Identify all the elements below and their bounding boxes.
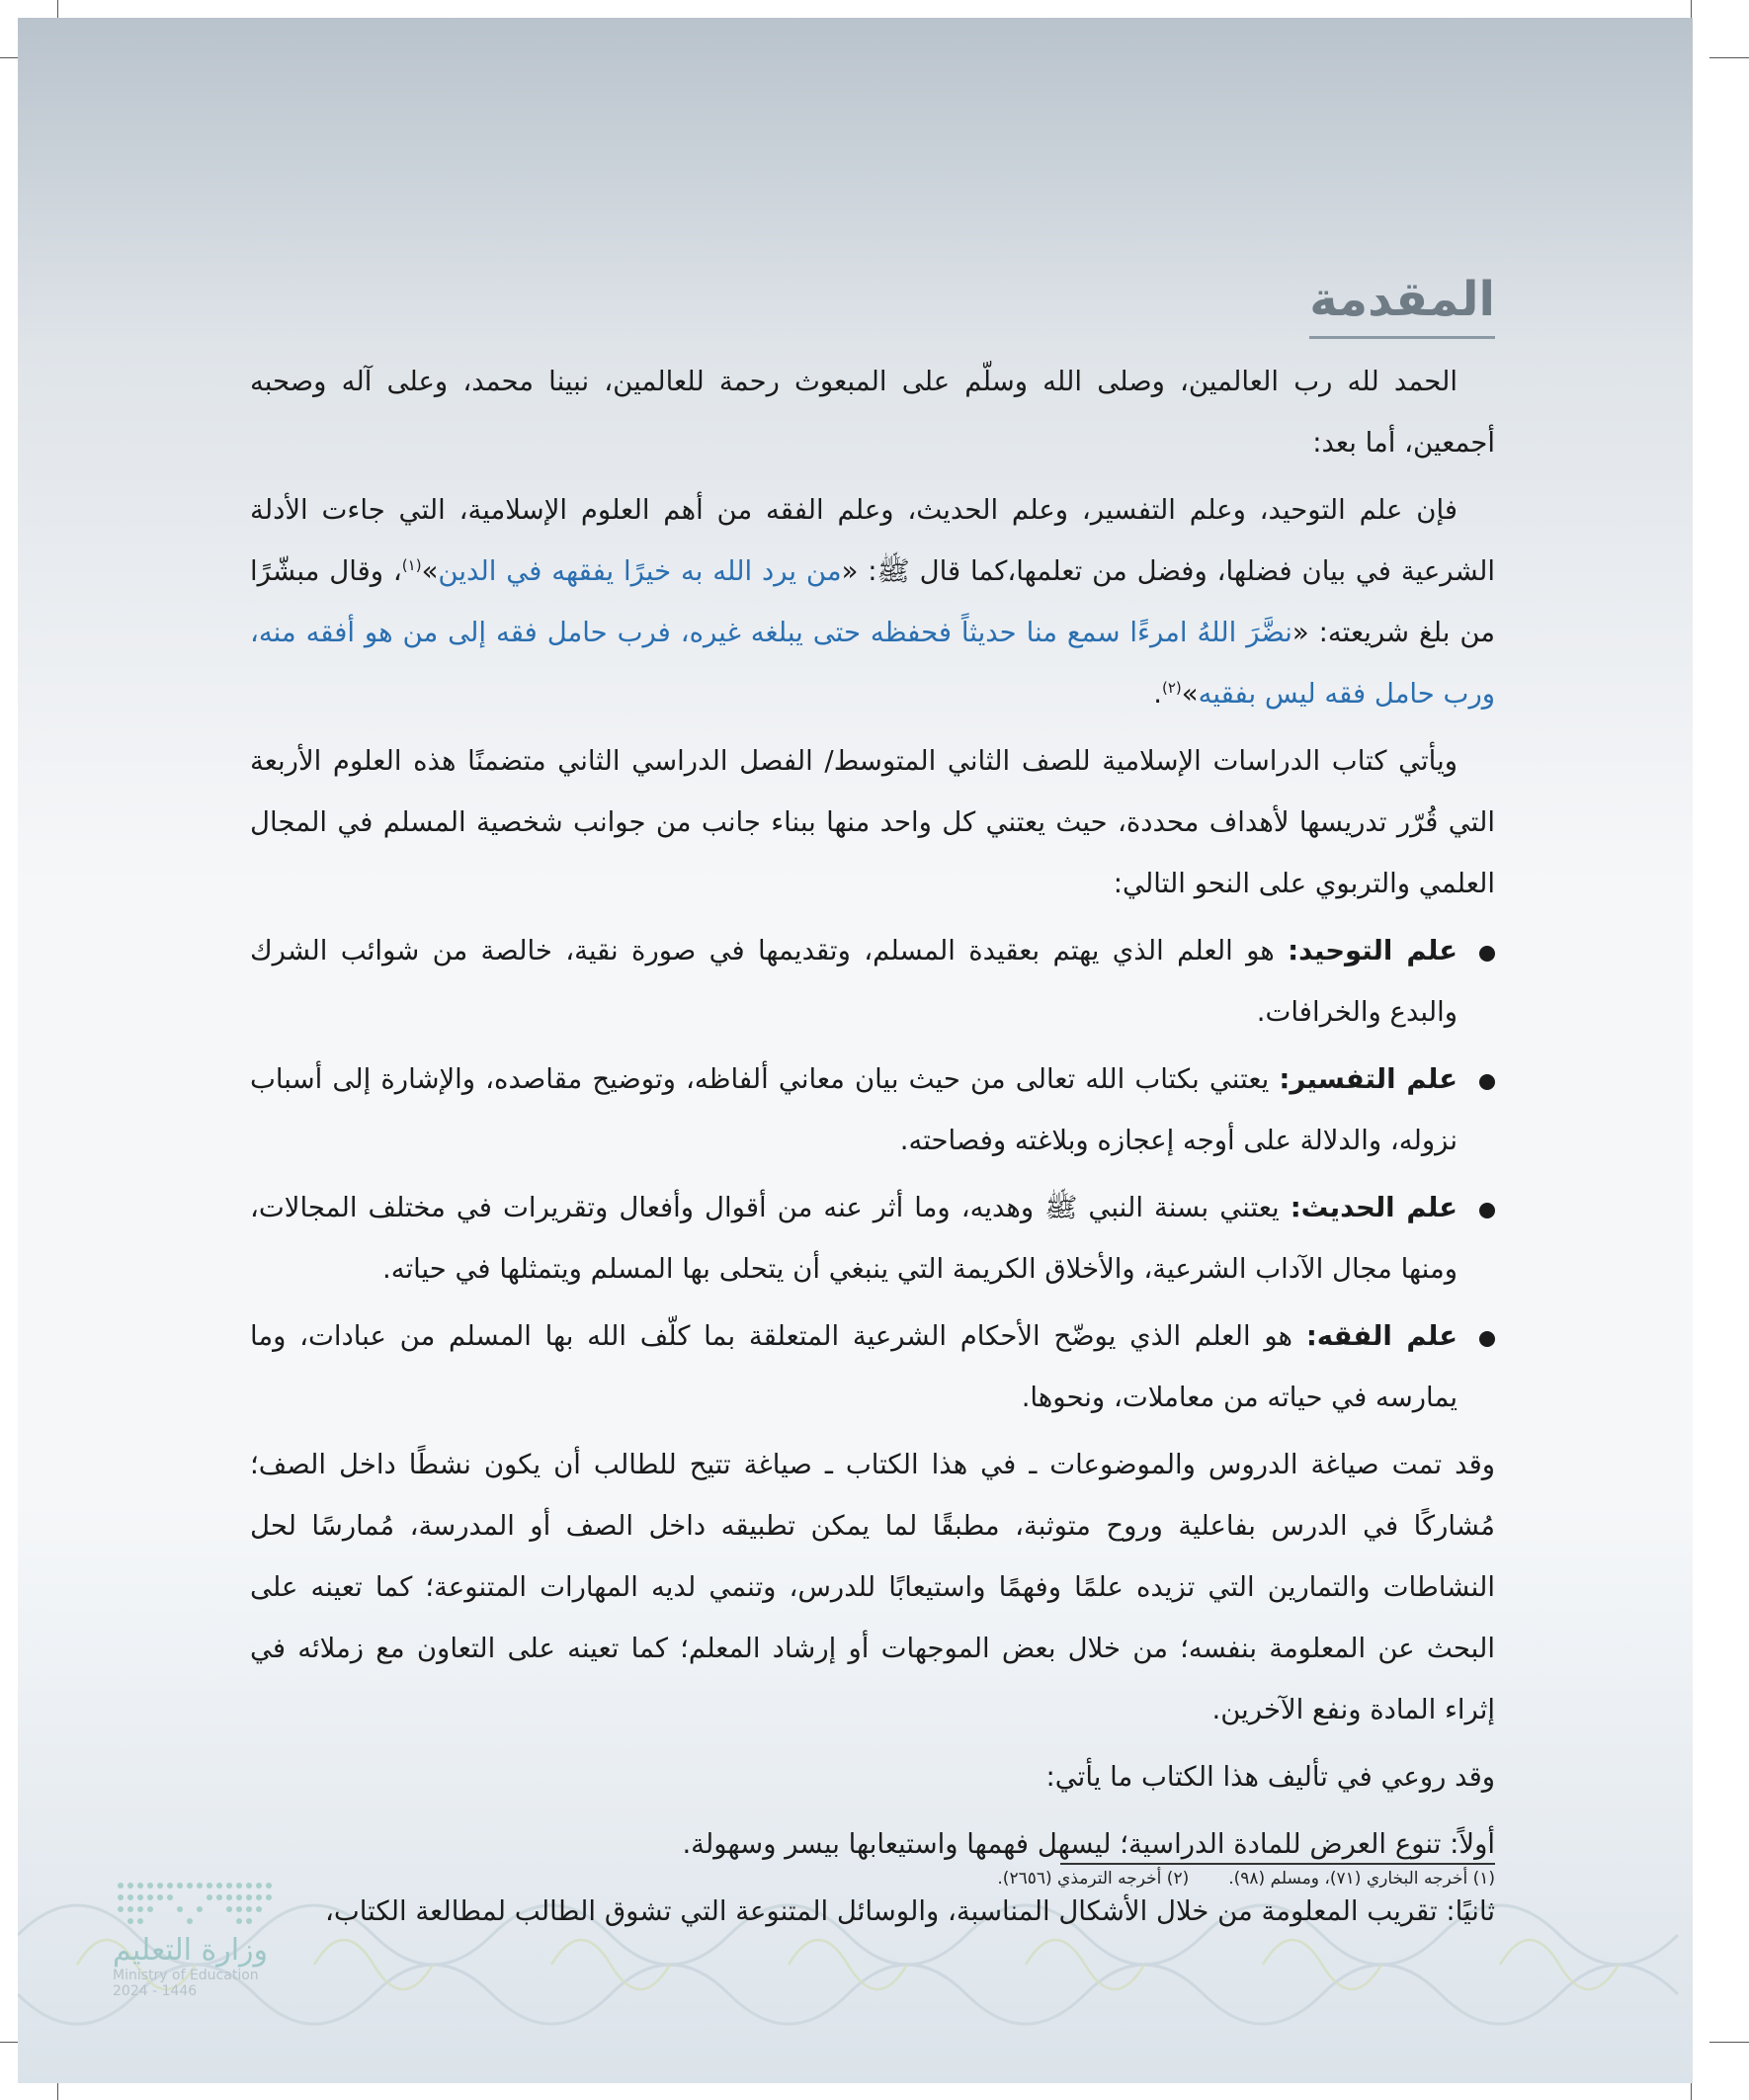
footnote-1: (١) أخرجه البخاري (٧١)، ومسلم (٩٨). [1228, 1869, 1495, 1889]
logo-english-text: Ministry of Education [113, 1968, 259, 1983]
logo-arabic-text: وزارة التعليم [113, 1933, 269, 1968]
logo-year: 2024 - 1446 [113, 1983, 198, 1999]
hadith-quote-2: نضَّرَ اللهُ امرءًا سمع منا حديثاً فحفظه حتى يبلغه غيره، فرب حامل فقه إلى من هو أفقه منه، ورب حامل فقه ليس بفقيه [250, 617, 1495, 710]
footnotes [705, 1869, 1495, 1889]
paragraph-first: أولاً: تنوع العرض للمادة الدراسية؛ ليسهل فهمها واستيعابها بيسر وسهولة. [682, 1828, 1495, 1860]
page-title: المقدمة [1309, 265, 1495, 339]
crop-mark [1709, 57, 1749, 58]
book-page [18, 18, 1693, 2083]
paragraph-second: ثانيًا: تقريب المعلومة من خلال الأشكال المناسبة، والوسائل المتنوعة التي تشوق الطالب لمطالعة الكتاب، [325, 1895, 1495, 1927]
footnote-2: (٢) أخرجه الترمذي (٢٦٥٦). [997, 1869, 1190, 1889]
list-item: علم التفسير: يعتني بكتاب الله تعالى من حيث بيان معاني ألفاظه، وتوضيح مقاصده، والإشارة إلى أسباب نزوله، والدلالة على أوجه إعجازه وبلاغته وفصاحته. [250, 1049, 1495, 1171]
list-item: علم الحديث: يعتني بسنة النبي ﷺ وهديه، وما أثر عنه من أقوال وأفعال وتقريرات في مختلف المجالات، ومنها مجال الآداب الشرعية، والأخلاق الكريمة التي ينبغي أن يتحلى بها المسلم ويتمثلها في حياته. [250, 1177, 1495, 1300]
footnote-divider [1060, 1863, 1495, 1865]
list-item: علم الفقه: هو العلم الذي يوضّح الأحكام الشرعية المتعلقة بما كلّف الله بها المسلم من عبادات، وما يمارسه في حياته من معاملات، ونحوها. [250, 1305, 1495, 1428]
bullet-icon [1479, 1203, 1495, 1218]
paragraph-considered: وقد روعي في تأليف هذا الكتاب ما يأتي: [1045, 1761, 1495, 1793]
paragraph-sciences: فإن علم التوحيد، وعلم التفسير، وعلم الحديث، وعلم الفقه من أهم العلوم الإسلامية، التي جاءت الأدلة الشرعية في بيان فضلها، وفضل من تعلمها،كما قال ﷺ: «من يرد الله به خيرًا يفقهه في الدين»$^{(١)}$، وقال مبشّرًا من بلغ شريعته: «نضَّرَ اللهُ امرءًا سمع منا حديثاً فحفظه حتى يبلغه غيره، فرب حامل فقه إلى من هو أفقه منه، ورب حامل فقه ليس بفقيه»$^{(٢)}$. [250, 494, 1495, 710]
bullet-icon [1479, 1074, 1495, 1090]
crop-mark [1709, 2042, 1749, 2043]
intro-paragraph: الحمد لله رب العالمين، وصلى الله وسلّم على المبعوث رحمة للعالمين، نبينا محمد، وعلى آله وصحبه أجمعين، أما بعد: [250, 366, 1495, 459]
hadith-quote-1: من يرد الله به خيرًا يفقهه في الدين [438, 555, 842, 587]
footnote-ref-2: (٢) [1161, 678, 1182, 697]
bullet-icon [1479, 1331, 1495, 1347]
list-item: علم التوحيد: هو العلم الذي يهتم بعقيدة المسلم، وتقديمها في صورة نقية، خالصة من شوائب الشرك والبدع والخرافات. [250, 920, 1495, 1043]
bullet-icon [1479, 946, 1495, 962]
main-content [250, 265, 1495, 1948]
paragraph-book: ويأتي كتاب الدراسات الإسلامية للصف الثاني المتوسط/ الفصل الدراسي الثاني متضمنًا هذه العلوم الأربعة التي قُرّر تدريسها لأهداف محددة، حيث يعتني كل واحد منها ببناء جانب من جوانب شخصية المسلم في المجال العلمي والتربوي على النحو التالي: [250, 745, 1495, 899]
footnote-ref-1: (١) [401, 555, 422, 574]
paragraph-lessons: وقد تمت صياغة الدروس والموضوعات ـ في هذا الكتاب ـ صياغة تتيح للطالب أن يكون نشطًا داخل الصف؛ مُشاركًا في الدرس بفاعلية وروح متوثبة، مطبقًا لما يمكن تطبيقه داخل الصف أو المدرسة، مُمارسًا لحل النشاطات والتمارين التي تزيده علمًا وفهمًا واستيعابًا للدرس، وتنمي لديه المهارات المتنوعة؛ كما تعينه على البحث عن المعلومة بنفسه؛ من خلال بعض الموجهات أو إرشاد المعلم؛ كما تعينه على التعاون مع زملائه في إثراء المادة ونفع الآخرين. [250, 1449, 1495, 1725]
sciences-list [250, 920, 1495, 1428]
